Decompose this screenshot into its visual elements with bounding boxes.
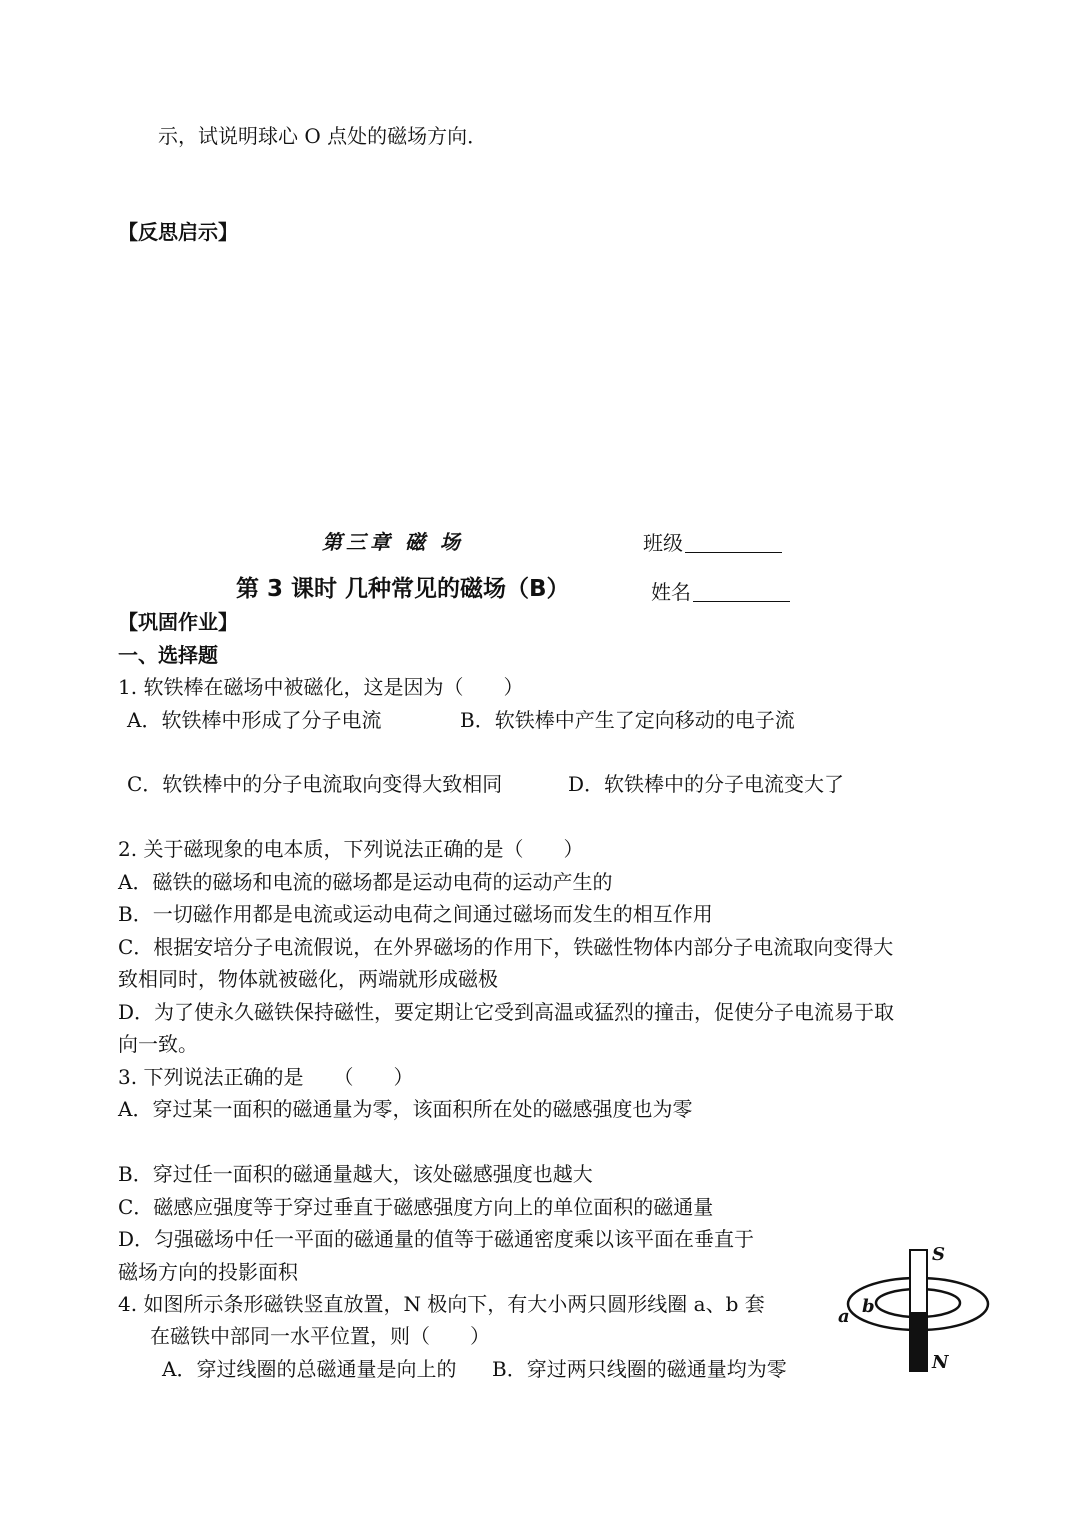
q2-option-d-line2: 向一致。	[118, 1032, 198, 1056]
q2-option-d-line1: D．为了使永久磁铁保持磁性，要定期让它受到高温或猛烈的撞击，促使分子电流易于取	[118, 1000, 895, 1024]
label-b: b	[862, 1296, 875, 1317]
homework-heading: 【巩固作业】	[118, 610, 238, 634]
reflection-heading: 【反思启示】	[118, 220, 238, 244]
magnet-s-half	[910, 1250, 927, 1313]
q1-option-b: B．软铁棒中产生了定向移动的电子流	[460, 708, 795, 732]
q1-option-a: A．软铁棒中形成了分子电流	[127, 708, 382, 732]
q4-option-b: B．穿过两只线圈的磁通量均为零	[492, 1357, 787, 1381]
label-s: S	[932, 1244, 945, 1265]
name-label: 姓名	[651, 580, 691, 604]
lesson-title: 第 3 课时 几种常见的磁场（B）	[236, 576, 570, 602]
q2-option-b: B．一切磁作用都是电流或运动电荷之间通过磁场而发生的相互作用	[118, 902, 713, 926]
q4-stem-line1: 4. 如图所示条形磁铁竖直放置，N 极向下，有大小两只圆形线圈 a、b 套	[118, 1292, 765, 1316]
label-a: a	[838, 1306, 850, 1327]
name-blank[interactable]	[693, 581, 790, 602]
continuation-text: 示，试说明球心 O 点处的磁场方向．	[158, 124, 488, 148]
class-blank[interactable]	[685, 532, 782, 553]
q1-option-c: C．软铁棒中的分子电流取向变得大致相同	[127, 772, 503, 796]
chapter-title: 第三章 磁 场	[322, 530, 464, 554]
q3-option-d-line1: D．匀强磁场中任一平面的磁通量的值等于磁通密度乘以该平面在垂直于	[118, 1227, 755, 1251]
q1-option-d: D．软铁棒中的分子电流变大了	[568, 772, 845, 796]
q3-option-a: A．穿过某一面积的磁通量为零，该面积所在处的磁感强度也为零	[118, 1097, 693, 1121]
q3-option-c: C．磁感应强度等于穿过垂直于磁感强度方向上的单位面积的磁通量	[118, 1195, 714, 1219]
q2-option-c-line2: 致相同时，物体就被磁化，两端就形成磁极	[118, 967, 498, 991]
class-field	[643, 532, 782, 553]
q3-stem: 3. 下列说法正确的是 （ ）	[118, 1065, 414, 1089]
name-field	[651, 581, 790, 602]
q1-stem: 1. 软铁棒在磁场中被磁化，这是因为（ ）	[118, 675, 524, 699]
q2-stem: 2. 关于磁现象的电本质，下列说法正确的是（ ）	[118, 837, 584, 861]
q4-stem-line2: 在磁铁中部同一水平位置，则（ ）	[150, 1324, 490, 1348]
section-heading: 一、选择题	[118, 643, 218, 667]
magnet-coils-figure	[832, 1240, 997, 1380]
label-n: N	[932, 1352, 949, 1373]
class-label: 班级	[643, 531, 683, 555]
q2-option-a: A．磁铁的磁场和电流的磁场都是运动电荷的运动产生的	[118, 870, 613, 894]
q4-option-a: A．穿过线圈的总磁通量是向上的	[162, 1357, 457, 1381]
q3-option-d-line2: 磁场方向的投影面积	[118, 1260, 298, 1284]
q3-option-b: B．穿过任一面积的磁通量越大，该处磁感强度也越大	[118, 1162, 593, 1186]
q2-option-c-line1: C．根据安培分子电流假说，在外界磁场的作用下，铁磁性物体内部分子电流取向变得大	[118, 935, 894, 959]
magnet-n-half	[910, 1313, 927, 1371]
